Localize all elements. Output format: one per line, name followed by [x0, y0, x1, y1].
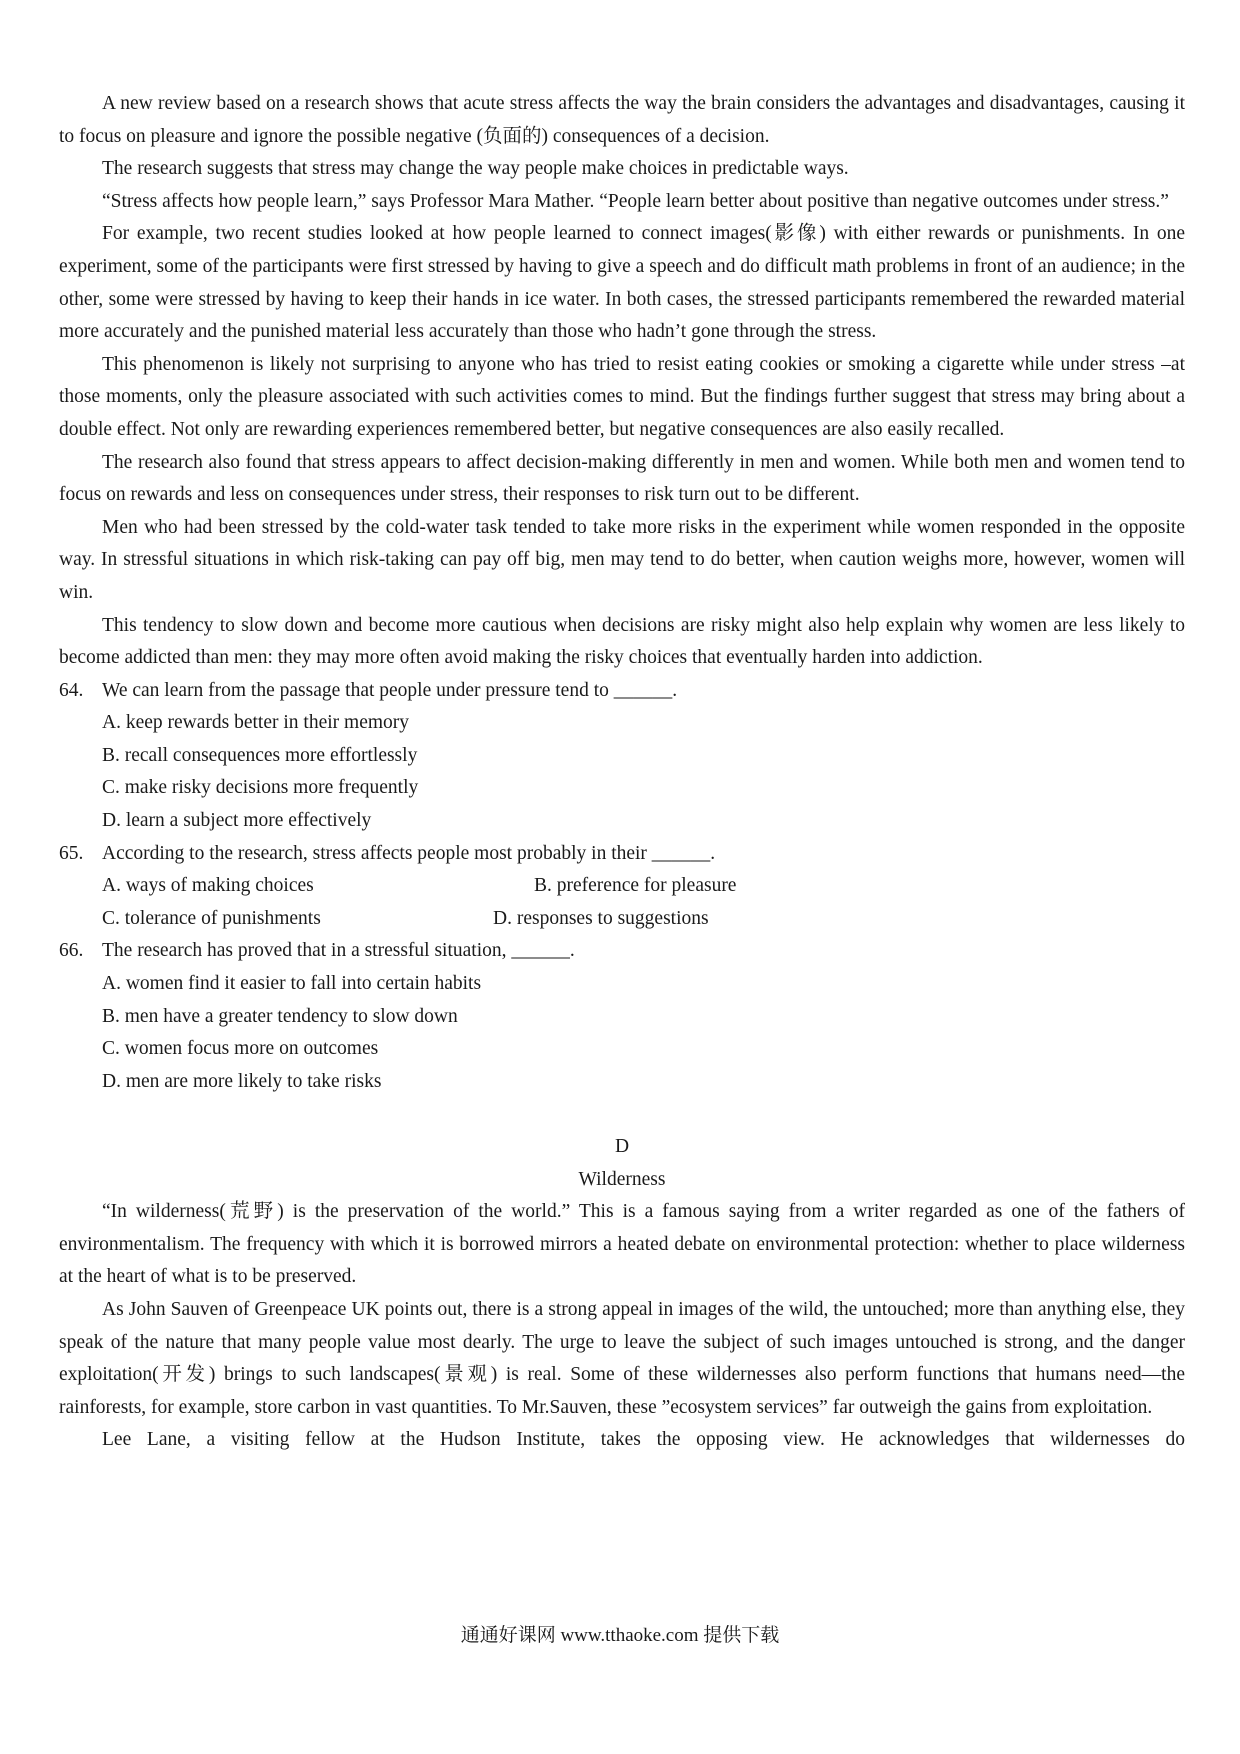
- paragraph: “Stress affects how people learn,” says Professor Mara Mather. “People learn better about positive than negative outcomes under stress.”: [102, 190, 1169, 212]
- passage-d: [59, 1131, 1185, 1457]
- paragraph: The research also found that stress appears to affect decision-making differently in men and women. While both men and women tend to focus on rewards and less on consequences under stress, their responses to risk turn out to be different.: [59, 451, 1185, 506]
- question-number: 66.: [59, 940, 84, 962]
- question-66: [59, 935, 1185, 1098]
- option-b: B. preference for pleasure: [534, 875, 737, 897]
- question-64: [59, 675, 1185, 838]
- option-a: A. ways of making choices: [102, 875, 314, 897]
- paragraph: This tendency to slow down and become more cautious when decisions are risky might also help explain why women are less likely to become addicted than men: they may more often avoid making the risky choices that eventually harden into addiction.: [59, 614, 1185, 669]
- question-number: 64.: [59, 679, 84, 701]
- option-a: A. women find it easier to fall into certain habits: [102, 973, 482, 995]
- paragraph: “In wilderness(荒野) is the preservation of the world.” This is a famous saying from a writer regarded as one of the fathers of environmentalism. The frequency with which it is borrowed mirrors a heated debate on environmental protection: whether to place wilderness at the heart of what is to be preserved.: [59, 1201, 1185, 1288]
- passage-c: [59, 88, 1185, 675]
- question-stem: We can learn from the passage that people under pressure tend to ______.: [102, 679, 678, 701]
- paragraph: This phenomenon is likely not surprising to anyone who has tried to resist eating cookies or smoking a cigarette while under stress –at those moments, only the pleasure associated with such activities comes to mind. But the findings further suggest that stress may bring about a double effect. Not only are rewarding experiences remembered better, but negative consequences are also easily recalled.: [59, 353, 1185, 440]
- page-footer: 通通好课网 www.tthaoke.com 提供下载: [460, 1625, 780, 1646]
- option-b: B. recall consequences more effortlessly: [102, 744, 418, 766]
- paragraph: The research suggests that stress may change the way people make choices in predictable ways.: [102, 158, 849, 180]
- paragraph: Lee Lane, a visiting fellow at the Hudson Institute, takes the opposing view. He acknowledges that wildernesses do: [102, 1429, 1185, 1451]
- spacer: [59, 1098, 1185, 1131]
- paragraph: A new review based on a research shows that acute stress affects the way the brain considers the advantages and disadvantages, causing it to focus on pleasure and ignore the possible negative (负面的) consequences of a decision.: [59, 93, 1185, 147]
- paragraph: For example, two recent studies looked at how people learned to connect images(影像) with either rewards or punishments. In one experiment, some of the participants were first stressed by having to give a speech and do difficult math problems in front of an audience; in the other, some were stressed by having to keep their hands in ice water. In both cases, the stressed participants remembered the rewarded material more accurately and the punished material less accurately than those who hadn’t gone through the stress.: [59, 223, 1185, 343]
- document-page: [59, 88, 1185, 1457]
- option-d: D. learn a subject more effectively: [102, 810, 372, 832]
- option-c: C. tolerance of punishments: [102, 907, 321, 929]
- question-65: [59, 838, 1185, 936]
- option-a: A. keep rewards better in their memory: [102, 712, 410, 734]
- question-stem: According to the research, stress affects people most probably in their ______.: [102, 842, 716, 864]
- option-c: C. make risky decisions more frequently: [102, 777, 419, 799]
- option-d: D. responses to suggestions: [493, 907, 709, 929]
- paragraph: As John Sauven of Greenpeace UK points out, there is a strong appeal in images of the wild, the untouched; more than anything else, they speak of the nature that many people value most dearly. The urge to leave the subject of such images untouched is strong, and the danger exploitation(开发) brings to such landscapes(景观) is real. Some of these wildernesses also perform functions that humans need—the rainforests, for example, store carbon in vast quantities. To Mr.Sauven, these ”ecosystem services” far outweigh the gains from exploitation.: [59, 1298, 1185, 1418]
- question-stem: The research has proved that in a stressful situation, ______.: [102, 940, 575, 962]
- option-b: B. men have a greater tendency to slow down: [102, 1005, 458, 1027]
- question-number: 65.: [59, 842, 84, 864]
- option-c: C. women focus more on outcomes: [102, 1038, 379, 1060]
- paragraph: Men who had been stressed by the cold-water task tended to take more risks in the experiment while women responded in the opposite way. In stressful situations in which risk-taking can pay off big, men may tend to do better, when caution weighs more, however, women will win.: [59, 516, 1185, 603]
- option-d: D. men are more likely to take risks: [102, 1070, 382, 1092]
- section-letter: D: [614, 1136, 630, 1157]
- passage-title: Wilderness: [578, 1168, 666, 1190]
